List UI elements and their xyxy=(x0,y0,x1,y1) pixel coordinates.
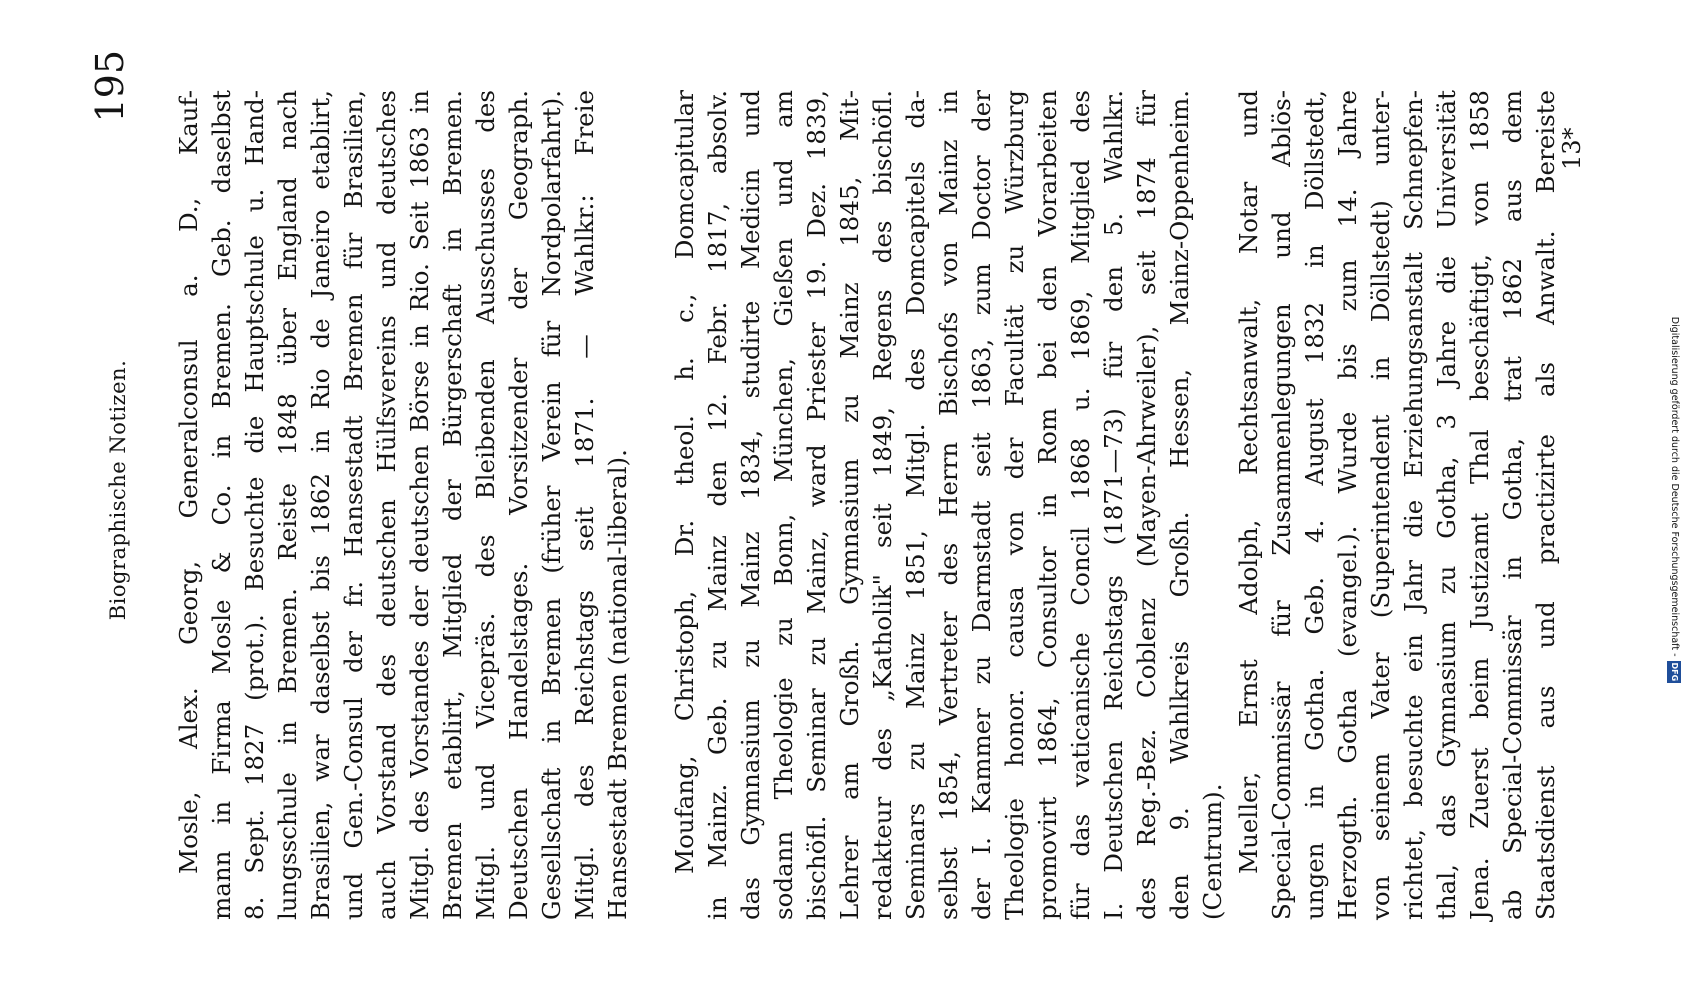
text-line: Gesellschaft in Bremen (früher Verein für Nordpolarfahrt). xyxy=(537,90,566,920)
text-line: Seminars zu Mainz 1851, Mitgl. des Domcapitels da- xyxy=(901,90,930,920)
text-line: mann in Firma Mosle & Co. in Bremen. Geb. daselbst xyxy=(207,90,236,920)
text-line: Brasilien, war daselbst bis 1862 in Rio de Janeiro etablirt, xyxy=(306,90,335,920)
text-line: sodann Theologie zu Bonn, München, Gießen und am xyxy=(769,90,798,920)
text-line: und Gen.-Consul der fr. Hansestadt Bremen für Brasilien, xyxy=(339,90,368,920)
entry-mueller xyxy=(1232,90,1562,920)
text-line: Staatsdienst aus und practizirte als Anwalt. Bereiste xyxy=(1531,90,1560,920)
text-line: in Mainz. Geb. zu Mainz den 12. Febr. 1817, absolv. xyxy=(703,90,732,920)
page-number: 195 xyxy=(88,50,132,123)
text-line: Hansestadt Bremen (national-liberal). xyxy=(603,449,632,920)
text-line: richtet, besuchte ein Jahr die Erziehungsanstalt Schnepfen- xyxy=(1399,90,1428,920)
dfg-logo: DFG xyxy=(1667,661,1681,684)
digitization-note-text: Digitalisierung gefördert durch die Deutsche Forschungsgemeinschaft - xyxy=(1669,316,1680,657)
text-line: der I. Kammer zu Darmstadt seit 1863, zum Doctor der xyxy=(967,90,996,920)
text-line: (Centrum). xyxy=(1198,783,1227,920)
running-head: Biographische Notizen. xyxy=(106,359,130,621)
text-line: Mitgl. und Vicepräs. des Bleibenden Ausschusses des xyxy=(471,90,500,920)
text-line: Deutschen Handelstages. Vorsitzender der Geograph. xyxy=(504,90,533,920)
entry-moufang xyxy=(668,90,1229,920)
text-line: Herzogth. Gotha (evangel.). Wurde bis zum 14. Jahre xyxy=(1333,90,1362,920)
text-line: ab Special-Commissär in Gotha, trat 1862 aus dem xyxy=(1498,90,1527,920)
text-line: Mitgl. des Vorstandes der deutschen Börse in Rio. Seit 1863 in xyxy=(405,90,434,920)
text-line: auch Vorstand des deutschen Hülfsvereins und deutsches xyxy=(372,90,401,920)
text-line: von seinem Vater (Superintendent in Döllstedt) unter- xyxy=(1366,90,1395,920)
text-line: Theologie honor. causa von der Facultät zu Würzburg xyxy=(1000,90,1029,920)
digitization-note xyxy=(1667,0,1681,1000)
text-line: Mitgl. des Reichstags seit 1871. — Wahlkr.: Freie xyxy=(570,90,599,920)
text-line: thal, das Gymnasium zu Gotha, 3 Jahre die Universität xyxy=(1432,90,1461,920)
text-line: Moufang, Christoph, Dr. theol. h. c., Domcapitular xyxy=(670,90,699,874)
text-line: Lehrer am Großh. Gymnasium zu Mainz 1845, Mit- xyxy=(835,90,864,920)
text-line: für das vaticanische Concil 1868 u. 1869, Mitglied des xyxy=(1066,90,1095,920)
text-line: des Reg.-Bez. Coblenz (Mayen-Ahrweiler), seit 1874 für xyxy=(1132,90,1161,920)
text-line: bischöfl. Seminar zu Mainz, ward Priester 19. Dez. 1839, xyxy=(802,90,831,920)
text-line: Bremen etablirt, Mitglied der Bürgerschaft in Bremen. xyxy=(438,90,467,920)
text-line: 8. Sept. 1827 (prot.). Besuchte die Hauptschule u. Hand- xyxy=(240,90,269,920)
entry-mosle xyxy=(172,90,634,920)
text-line: promovirt 1864, Consultor in Rom bei den Vorarbeiten xyxy=(1033,90,1062,920)
text-line: lungsschule in Bremen. Reiste 1848 über England nach xyxy=(273,90,302,920)
text-line: I. Deutschen Reichstags (1871—73) für den 5. Wahlkr. xyxy=(1099,90,1128,920)
text-line: redakteur des „Katholik" seit 1849, Regens des bischöfl. xyxy=(868,90,897,920)
page-header xyxy=(88,50,158,930)
text-line: Special-Commissär für Zusammenlegungen und Ablös- xyxy=(1267,90,1296,920)
text-line: Jena. Zuerst beim Justizamt Thal beschäftigt, von 1858 xyxy=(1465,90,1494,920)
text-line: selbst 1854, Vertreter des Herrn Bischofs von Mainz in xyxy=(934,90,963,920)
text-line: Mosle, Alex. Georg, Generalconsul a. D., Kauf- xyxy=(174,90,203,874)
text-line: ungen in Gotha. Geb. 4. August 1832 in Döllstedt, xyxy=(1300,90,1329,920)
text-line: den 9. Wahlkreis Großh. Hessen, Mainz-Oppenheim. xyxy=(1165,90,1194,920)
text-line: Mueller, Ernst Adolph, Rechtsanwalt, Notar und xyxy=(1234,90,1263,874)
text-line: das Gymnasium zu Mainz 1834, studirte Medicin und xyxy=(736,90,765,920)
signature-mark: 13* xyxy=(1558,127,1586,170)
